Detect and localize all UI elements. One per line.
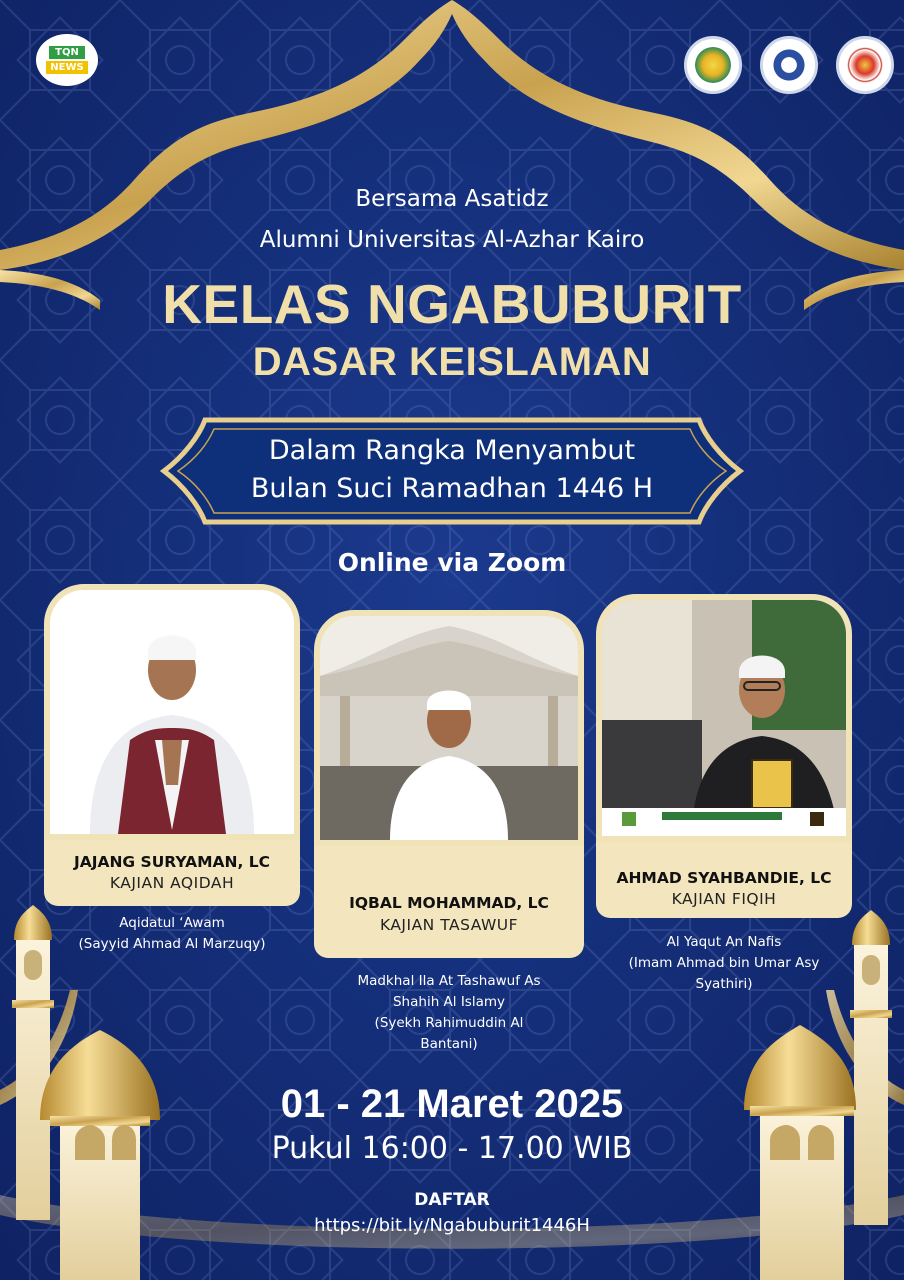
speaker-3-photo	[596, 594, 852, 842]
speaker-2-illustration	[320, 616, 578, 840]
speaker-1-book-author: (Sayyid Ahmad Al Marzuqy)	[78, 936, 266, 952]
speaker-1-illustration	[50, 590, 294, 834]
speaker-3-book	[596, 932, 852, 995]
event-time: Pukul 16:00 - 17.00 WIB	[271, 1131, 633, 1166]
speaker-1-book-title: Aqidatul ‘Awam	[119, 915, 225, 931]
speaker-3-name: AHMAD SYAHBANDIE, LC	[616, 869, 832, 887]
speaker-2-book-title-1: Madkhal Ila At Tashawuf As	[357, 973, 541, 989]
speaker-3-book-author-2: Syathiri)	[695, 976, 753, 992]
speaker-1-photo	[44, 584, 300, 840]
speaker-1-label	[44, 840, 300, 906]
speaker-2-book	[314, 971, 584, 1055]
main-subtitle: DASAR KEISLAMAN	[252, 340, 652, 384]
partner-logo-emblem	[836, 36, 894, 94]
speaker-2-photo	[314, 610, 584, 846]
news-logo-text: NEWS	[46, 61, 87, 74]
speaker-3-illustration	[602, 600, 846, 836]
speaker-3-label	[596, 842, 852, 918]
speaker-1-subject: KAJIAN AQIDAH	[109, 874, 235, 892]
speaker-2-name: IQBAL MOHAMMAD, LC	[349, 894, 549, 912]
partner-logo-seal	[760, 36, 818, 94]
speaker-3-book-title: Al Yaqut An Nafis	[666, 934, 782, 950]
subtitle-line-1: Bersama Asatidz	[355, 186, 549, 212]
online-via-zoom: Online via Zoom	[337, 548, 567, 577]
speaker-1-name: JAJANG SURYAMAN, LC	[73, 853, 271, 871]
banner-text	[160, 432, 744, 508]
speaker-2-book-author-2: Bantani)	[420, 1036, 478, 1052]
register-link[interactable]: https://bit.ly/Ngabuburit1446H	[314, 1215, 590, 1236]
speaker-1-book	[44, 913, 300, 955]
tqn-news-logo	[36, 34, 98, 86]
banner-line-1: Dalam Rangka Menyambut	[268, 435, 636, 466]
subtitle-line-2: Alumni Universitas Al-Azhar Kairo	[259, 227, 645, 253]
event-date: 01 - 21 Maret 2025	[280, 1082, 624, 1126]
speaker-2-label	[314, 846, 584, 958]
tqn-logo-text: TQN	[49, 46, 85, 59]
main-title: KELAS NGABUBURIT	[162, 273, 742, 335]
banner-line-2: Bulan Suci Ramadhan 1446 H	[250, 473, 654, 504]
partner-logo-lotus	[684, 36, 742, 94]
speaker-3-book-author-1: (Imam Ahmad bin Umar Asy	[628, 955, 820, 971]
speaker-3-subject: KAJIAN FIQIH	[671, 890, 777, 908]
speaker-2-book-title-2: Shahih Al Islamy	[392, 994, 505, 1010]
register-label: DAFTAR	[414, 1190, 490, 1210]
speaker-2-book-author-1: (Syekh Rahimuddin Al	[374, 1015, 524, 1031]
speaker-2-subject: KAJIAN TASAWUF	[379, 916, 519, 934]
